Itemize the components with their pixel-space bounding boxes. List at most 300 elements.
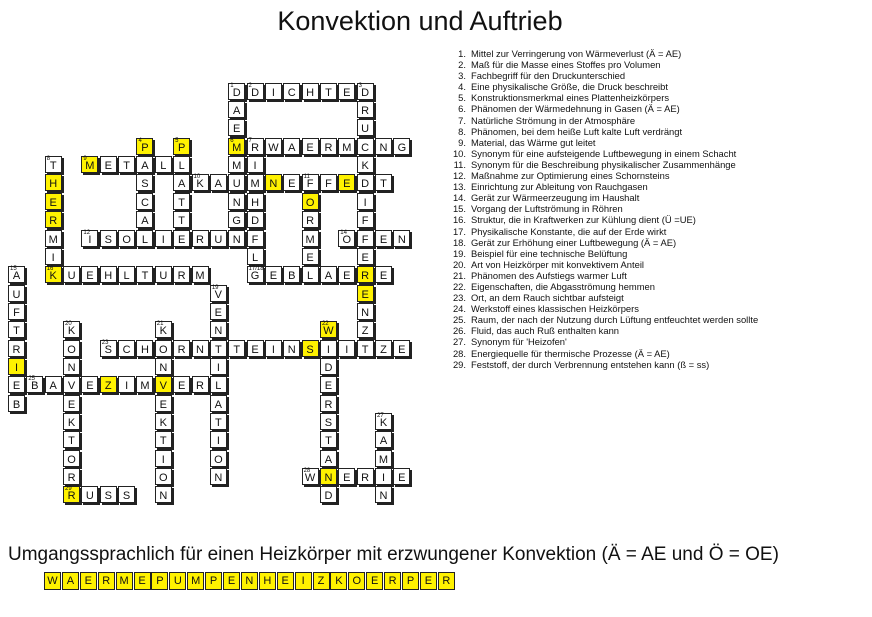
cell-letter: R: [361, 105, 370, 118]
cell-letter: U: [159, 270, 168, 283]
cell-letter: E: [86, 270, 94, 283]
cell-letter: E: [379, 233, 388, 246]
grid-cell: [247, 193, 264, 210]
grid-cell: [357, 303, 374, 320]
grid-cell: [45, 248, 62, 265]
grid-cell: [247, 248, 264, 265]
grid-cell: [63, 395, 80, 412]
cell-letter: A: [141, 215, 149, 228]
cell-letter: S: [104, 233, 112, 246]
cell-letter: E: [67, 398, 76, 411]
grid-cell: [192, 340, 209, 357]
grid-cell: [375, 468, 392, 485]
clue-item: [446, 81, 758, 92]
clue-text: Maßnahme zur Optimierung eines Schornsteins: [471, 170, 670, 182]
cell-letter: B: [288, 270, 296, 283]
grid-cell: [136, 174, 153, 191]
grid-cell: [302, 468, 319, 485]
clue-text: Synonym für eine aufsteigende Luftbewegung in einem Schacht: [471, 147, 737, 159]
cell-letter: U: [85, 490, 94, 503]
grid-cell: [283, 83, 300, 100]
cell-letter: N: [324, 472, 333, 485]
grid-cell: [45, 156, 62, 173]
grid-cell: [302, 230, 319, 247]
cell-letter: A: [324, 270, 333, 283]
cell-letter: U: [361, 123, 370, 136]
clue-text: Phänomen der Wärmedehnung in Gasen (Ä = AE): [471, 103, 680, 115]
cell-letter: R: [196, 380, 204, 393]
grid-cell: [63, 358, 80, 375]
clue-text: Synonym für 'Heizofen': [471, 336, 567, 348]
clue-number: 19.: [452, 247, 466, 259]
clue-item: [446, 336, 758, 347]
cell-letter: P: [141, 141, 149, 154]
grid-cell: [63, 376, 80, 393]
cell-letter: K: [49, 270, 57, 283]
grid-cell: [210, 285, 227, 302]
grid-cell: [302, 340, 319, 357]
grid-cell: [8, 358, 25, 375]
cell-letter: T: [123, 160, 130, 173]
grid-cell: [210, 376, 227, 393]
clue-item: [446, 70, 758, 81]
solution-cell: E: [420, 572, 437, 590]
grid-cell: [8, 321, 25, 338]
grid-cell: [192, 174, 209, 191]
grid-cell: [338, 230, 355, 247]
grid-cell: [8, 395, 25, 412]
cell-number: 23: [101, 339, 109, 346]
solution-cell: M: [187, 572, 204, 590]
cell-letter: I: [271, 343, 275, 356]
grid-cell: [247, 174, 264, 191]
cell-letter: G: [232, 215, 241, 228]
grid-cell: [45, 174, 62, 191]
grid-cell: [173, 174, 190, 191]
grid-cell: [393, 468, 410, 485]
clue-text: Maß für die Masse eines Stoffes pro Volumen: [471, 59, 661, 71]
page-title: Konvektion und Auftrieb: [277, 6, 563, 36]
grid-cell: [136, 340, 153, 357]
cell-letter: E: [361, 288, 369, 301]
grid-cell: [136, 138, 153, 155]
clue-number: 6.: [458, 103, 466, 115]
grid-cell: [375, 138, 392, 155]
cell-number: 8: [46, 156, 51, 163]
clue-list: [446, 48, 758, 370]
grid-cell: [357, 83, 374, 100]
clue-number: 3.: [458, 70, 466, 82]
clue-item: [446, 281, 758, 292]
grid-cell: [357, 468, 374, 485]
cell-letter: R: [196, 233, 204, 246]
cell-letter: D: [324, 361, 333, 374]
clue-item: [446, 359, 758, 370]
grid-cell: [81, 266, 98, 283]
grid-cell: [118, 230, 135, 247]
cell-letter: T: [214, 343, 222, 356]
grid-cell: [357, 156, 374, 173]
cell-letter: W: [304, 472, 316, 485]
cell-number: 7: [248, 137, 252, 144]
grid-cell: [155, 340, 172, 357]
cell-letter: T: [159, 435, 167, 448]
cell-letter: E: [177, 233, 186, 246]
cell-letter: L: [215, 380, 222, 393]
solution-cell: M: [116, 572, 133, 590]
clue-item: [446, 303, 758, 314]
grid-cell: [136, 266, 153, 283]
grid-cell: [265, 174, 282, 191]
grid-cell: [155, 395, 172, 412]
grid-cell: [210, 321, 227, 338]
cell-number: 2: [248, 82, 252, 89]
grid-cell: [136, 230, 153, 247]
cell-letter: R: [12, 343, 21, 356]
grid-cell: [63, 486, 80, 503]
cell-letter: F: [251, 233, 259, 246]
clue-item: [446, 203, 758, 214]
clue-number: 13.: [452, 181, 466, 193]
clue-item: [446, 137, 758, 148]
solution-cell: W: [44, 572, 61, 590]
cell-letter: K: [67, 325, 76, 338]
clue-number: 28.: [452, 347, 466, 359]
cell-number: 14: [340, 229, 347, 236]
clue-number: 16.: [452, 214, 466, 226]
solution-cell: E: [80, 572, 97, 590]
cell-letter: R: [361, 270, 370, 283]
cell-letter: A: [12, 270, 21, 283]
cell-letter: N: [232, 233, 241, 246]
grid-cell: [118, 266, 135, 283]
cell-letter: W: [323, 325, 334, 338]
grid-cell: [210, 358, 227, 375]
cell-letter: R: [324, 398, 333, 411]
cell-letter: K: [67, 417, 76, 429]
cell-letter: N: [159, 490, 168, 503]
cell-letter: L: [178, 160, 185, 173]
clue-number: 29.: [452, 358, 466, 370]
grid-cell: [247, 266, 264, 283]
cell-letter: E: [324, 380, 333, 393]
cell-letter: S: [141, 178, 149, 191]
grid-cell: [247, 83, 264, 100]
grid-cell: [81, 486, 98, 503]
cell-number: 28: [303, 468, 311, 475]
clue-text: Konstruktionsmerkmal eines Plattenheizkörpers: [471, 92, 670, 104]
cell-letter: K: [196, 178, 204, 191]
grid-cell: [45, 230, 62, 247]
cell-letter: E: [288, 178, 296, 191]
cell-letter: T: [49, 160, 57, 173]
grid-cell: [320, 395, 337, 412]
cell-letter: Z: [361, 325, 369, 338]
clue-item: [446, 170, 758, 181]
cell-letter: D: [232, 86, 241, 99]
cell-letter: L: [251, 251, 259, 264]
cell-letter: I: [345, 343, 349, 356]
cell-letter: R: [361, 472, 370, 485]
cell-letter: E: [343, 270, 351, 283]
clue-text: Raum, der nach der Nutzung durch Lüftung entfeuchtet werden sollte: [471, 314, 759, 326]
grid-cell: [320, 468, 337, 485]
cell-letter: T: [13, 325, 20, 338]
clue-number: 2.: [458, 59, 466, 71]
cell-letter: M: [250, 178, 260, 191]
grid-cell: [63, 266, 80, 283]
clue-item: [446, 192, 758, 203]
grid-cell: [136, 376, 153, 393]
cell-letter: E: [398, 472, 406, 485]
cell-letter: K: [379, 417, 388, 429]
cell-number: 19: [211, 284, 219, 291]
cell-letter: G: [250, 270, 260, 283]
grid-cell: [210, 450, 227, 467]
grid-cell: [155, 230, 172, 247]
grid-cell: [173, 193, 190, 210]
cell-letter: M: [85, 160, 95, 173]
grid-cell: [320, 376, 337, 393]
grid-cell: [357, 138, 374, 155]
cell-letter: E: [361, 251, 369, 264]
cell-letter: T: [68, 435, 75, 448]
grid-cell: [8, 340, 25, 357]
grid-cell: [155, 156, 172, 173]
cell-number: 27: [377, 413, 384, 419]
cell-letter: A: [141, 160, 149, 173]
cell-letter: F: [13, 306, 20, 319]
cell-letter: V: [214, 288, 223, 301]
cell-letter: D: [324, 490, 333, 503]
grid-cell: [375, 340, 392, 357]
clue-number: 24.: [452, 303, 466, 315]
cell-number: 6: [230, 137, 234, 144]
cell-letter: I: [125, 380, 129, 393]
cell-letter: T: [325, 86, 332, 99]
cell-letter: I: [216, 361, 220, 374]
clue-item: [446, 348, 758, 359]
grid-cell: [228, 156, 245, 173]
grid-cell: [155, 321, 172, 338]
grid-cell: [283, 266, 300, 283]
cell-number: 10: [193, 174, 201, 181]
grid-cell: [375, 266, 392, 283]
grid-cell: [210, 340, 227, 357]
clue-number: 15.: [452, 203, 466, 215]
clue-number: 5.: [458, 92, 466, 104]
grid-cell: [118, 486, 135, 503]
cell-letter: L: [307, 270, 314, 283]
cell-letter: T: [361, 343, 369, 356]
cell-letter: A: [177, 178, 186, 191]
grid-cell: [338, 468, 355, 485]
grid-cell: [228, 119, 245, 136]
cell-letter: B: [12, 398, 21, 411]
cell-letter: R: [251, 141, 260, 154]
cell-letter: E: [398, 343, 406, 356]
grid-cell: [100, 266, 117, 283]
grid-cell: [173, 340, 190, 357]
cell-letter: I: [381, 472, 386, 485]
cell-letter: T: [325, 435, 332, 448]
grid-cell: [265, 138, 282, 155]
cell-letter: L: [160, 160, 167, 173]
solution-cell: P: [205, 572, 222, 590]
cell-letter: A: [233, 105, 241, 118]
grid-cell: [45, 266, 62, 283]
clue-item: [446, 115, 758, 126]
cell-letter: I: [253, 160, 257, 173]
cell-letter: N: [67, 361, 76, 374]
cell-letter: C: [361, 141, 370, 154]
grid-cell: [357, 211, 374, 228]
grid-cell: [247, 156, 264, 173]
cell-letter: E: [306, 141, 314, 154]
cell-number: 25: [28, 376, 36, 383]
cell-letter: B: [31, 380, 39, 393]
clue-number: 18.: [452, 236, 466, 248]
grid-cell: [228, 138, 245, 155]
grid-cell: [228, 193, 245, 210]
grid-cell: [100, 376, 117, 393]
cell-letter: O: [305, 196, 315, 209]
grid-cell: [45, 193, 62, 210]
cell-letter: U: [232, 178, 241, 191]
cell-number: 17/18: [248, 266, 264, 273]
cell-letter: R: [67, 490, 76, 503]
cell-letter: T: [380, 178, 387, 191]
cell-letter: H: [104, 270, 113, 283]
clue-number: 26.: [452, 325, 466, 337]
grid-cell: [136, 156, 153, 173]
cell-number: 20: [65, 321, 72, 328]
grid-cell: [265, 340, 282, 357]
grid-cell: [247, 230, 264, 247]
cell-letter: I: [216, 435, 220, 448]
cell-letter: K: [159, 417, 167, 429]
cell-letter: I: [51, 251, 55, 264]
cell-number: 29: [65, 486, 72, 493]
grid-cell: [302, 248, 319, 265]
grid-cell: [136, 211, 153, 228]
grid-cell: [283, 138, 300, 155]
grid-cell: [320, 413, 337, 430]
clue-item: [446, 214, 758, 225]
cell-letter: I: [14, 361, 19, 374]
grid-cell: [228, 174, 245, 191]
solution-cell: I: [295, 572, 312, 590]
cell-letter: E: [214, 306, 223, 319]
grid-cell: [283, 174, 300, 191]
solution-cell: E: [134, 572, 151, 590]
grid-cell: [81, 230, 98, 247]
clue-text: Beispiel für eine technische Belüftung: [471, 247, 628, 259]
cell-letter: F: [306, 178, 314, 191]
cell-letter: U: [67, 270, 76, 283]
cell-letter: I: [271, 86, 275, 99]
grid-cell: [320, 340, 337, 357]
grid-cell: [393, 230, 410, 247]
grid-cell: [26, 376, 43, 393]
clue-item: [446, 48, 758, 59]
clue-item: [446, 59, 758, 70]
clue-number: 1.: [458, 48, 466, 59]
clue-item: [446, 259, 758, 270]
grid-cell: [357, 285, 374, 302]
cell-letter: O: [159, 472, 168, 485]
grid-cell: [192, 230, 209, 247]
solution-cell: R: [98, 572, 115, 590]
grid-cell: [100, 156, 117, 173]
grid-cell: [375, 450, 392, 467]
cell-letter: A: [288, 141, 296, 154]
grid-cell: [357, 321, 374, 338]
solution-cell: R: [384, 572, 401, 590]
cell-number: 12: [83, 229, 91, 236]
cell-letter: H: [140, 343, 149, 356]
solution-cell: P: [402, 572, 419, 590]
grid-cell: [338, 174, 355, 191]
clue-item: [446, 92, 758, 103]
clue-text: Energiequelle für thermische Prozesse (Ä = AE): [471, 347, 670, 359]
solution-cell: P: [151, 572, 168, 590]
clue-text: Physikalische Konstante, die auf der Erde wirkt: [471, 225, 667, 237]
cell-letter: F: [361, 215, 369, 228]
cell-letter: D: [361, 86, 370, 99]
clue-item: [446, 248, 758, 259]
grid-cell: [302, 266, 319, 283]
grid-cell: [63, 413, 80, 430]
clue-text: Feststoff, der durch Verbrennung entstehen kann (ß = ss): [471, 358, 710, 370]
cell-letter: R: [177, 343, 186, 356]
cell-letter: C: [140, 196, 149, 209]
clue-item: [446, 292, 758, 303]
cell-number: 15: [10, 266, 17, 273]
clue-text: Ort, an dem Rauch sichtbar aufsteigt: [471, 292, 624, 304]
grid-cell: [45, 376, 62, 393]
grid-cell: [118, 340, 135, 357]
cell-letter: A: [379, 435, 388, 448]
grid-cell: [357, 119, 374, 136]
cell-letter: T: [214, 417, 222, 429]
grid-cell: [8, 376, 25, 393]
grid-cell: [338, 83, 355, 100]
grid-cell: [228, 340, 245, 357]
cell-letter: C: [287, 86, 296, 99]
grid-cell: [81, 156, 98, 173]
grid-cell: [210, 174, 227, 191]
cell-letter: M: [195, 270, 205, 283]
grid-cell: [63, 321, 80, 338]
grid-cell: [320, 431, 337, 448]
cell-letter: A: [324, 453, 333, 466]
cell-letter: E: [379, 270, 388, 283]
cell-letter: E: [104, 160, 112, 173]
cell-letter: R: [49, 215, 58, 228]
cell-letter: I: [88, 233, 92, 246]
cell-letter: Z: [104, 380, 112, 393]
cell-letter: K: [361, 160, 369, 173]
clue-item: [446, 325, 758, 336]
cell-number: 1: [230, 82, 234, 89]
cell-letter: E: [233, 123, 241, 136]
grid-cell: [320, 83, 337, 100]
cell-number: 11: [303, 174, 310, 181]
clue-item: [446, 159, 758, 170]
cell-letter: E: [12, 380, 21, 393]
grid-cell: [8, 285, 25, 302]
